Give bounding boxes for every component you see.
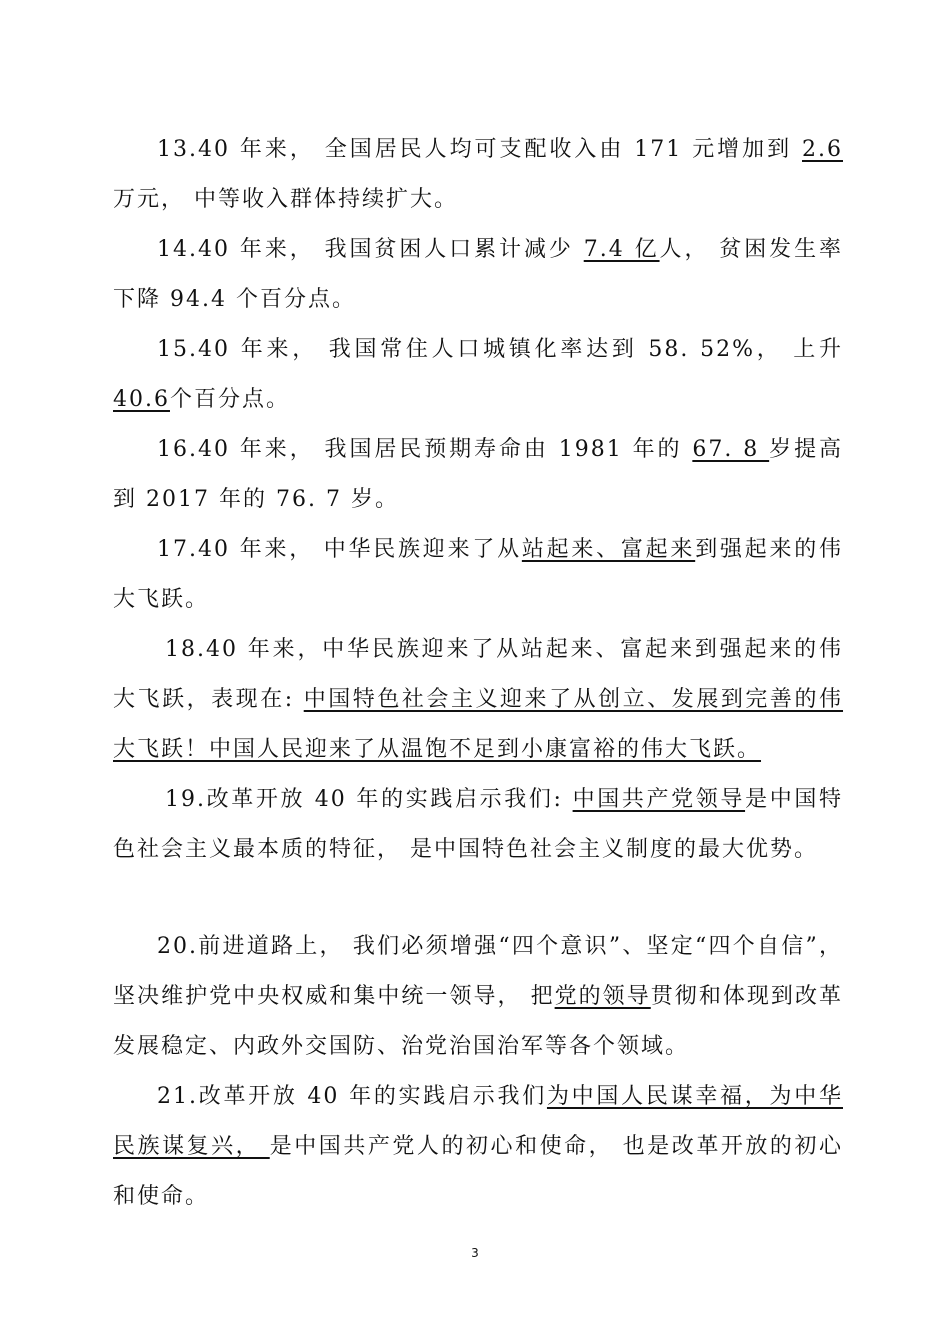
- text-segment: 到强起来的伟大飞跃。: [113, 537, 843, 612]
- text-segment: 是中国共产党人的初心和使命， 也是改革开放的初心和使命。: [113, 1134, 843, 1209]
- text-segment: 18.40 年来，中华民族迎来了从站起来、富起来到强起来的伟大飞跃，表现在:: [113, 637, 843, 712]
- underlined-answer: 2.6: [802, 137, 843, 162]
- paragraph-13: [113, 125, 843, 225]
- paragraph-19: [113, 775, 843, 875]
- text-segment: 16.40 年来， 我国居民预期寿命由 1981 年的: [157, 437, 693, 462]
- text-segment: 是中国特色社会主义最本质的特征， 是中国特色社会主义制度的最大优势。: [113, 787, 843, 862]
- underlined-answer: 中国共产党领导: [572, 787, 746, 812]
- text-segment: 岁提高到 2017 年的 76. 7 岁。: [113, 437, 843, 512]
- text-segment: 21.改革开放 40 年的实践启示我们: [157, 1084, 547, 1109]
- paragraph-14: [113, 225, 843, 325]
- paragraph-15: [113, 325, 843, 425]
- paragraph-20: [113, 922, 843, 1072]
- paragraph-16: [113, 425, 843, 525]
- text-segment: 人， 贫困发生率下降 94.4 个百分点。: [113, 237, 843, 312]
- paragraph-17: [113, 525, 843, 625]
- text-segment: 14.40 年来， 我国贫困人口累计减少: [157, 237, 584, 262]
- underlined-answer: 党的领导: [554, 984, 651, 1009]
- text-segment: 个百分点。: [169, 387, 290, 412]
- underlined-answer: 中国特色社会主义迎来了从创立、发展到完善的伟大飞跃！中国人民迎来了从温饱不足到小康富裕的伟大飞跃。: [113, 687, 844, 762]
- text-segment: 19.改革开放 40 年的实践启示我们:: [165, 787, 573, 812]
- page-number: 3: [471, 1246, 479, 1260]
- paragraph-21: [113, 1072, 843, 1222]
- underlined-answer: 站起来、富起来: [521, 537, 696, 562]
- underlined-answer: 为中国人民谋幸福，为中华民族谋复兴，: [113, 1084, 843, 1159]
- text-segment: 20.前进道路上， 我们必须增强“四个意识”、坚定“四个自信”， 坚决维护党中央权威和集中统一领导， 把: [113, 934, 843, 1009]
- text-segment: 13.40 年来， 全国居民人均可支配收入由 171 元增加到: [157, 137, 802, 162]
- text-segment: 贯彻和体现到改革发展稳定、内政外交国防、治党治国治军等各个领域。: [113, 984, 843, 1059]
- paragraph-18: [113, 625, 843, 775]
- underlined-answer: 67. 8: [692, 437, 770, 462]
- text-segment: 万元， 中等收入群体持续扩大。: [113, 187, 458, 212]
- text-segment: 15.40 年来， 我国常住人口城镇化率达到 58. 52%， 上升: [157, 337, 843, 362]
- underlined-answer: 40.6: [113, 387, 170, 412]
- underlined-answer: 7.4 亿: [583, 237, 660, 262]
- text-segment: 17.40 年来， 中华民族迎来了从: [157, 537, 522, 562]
